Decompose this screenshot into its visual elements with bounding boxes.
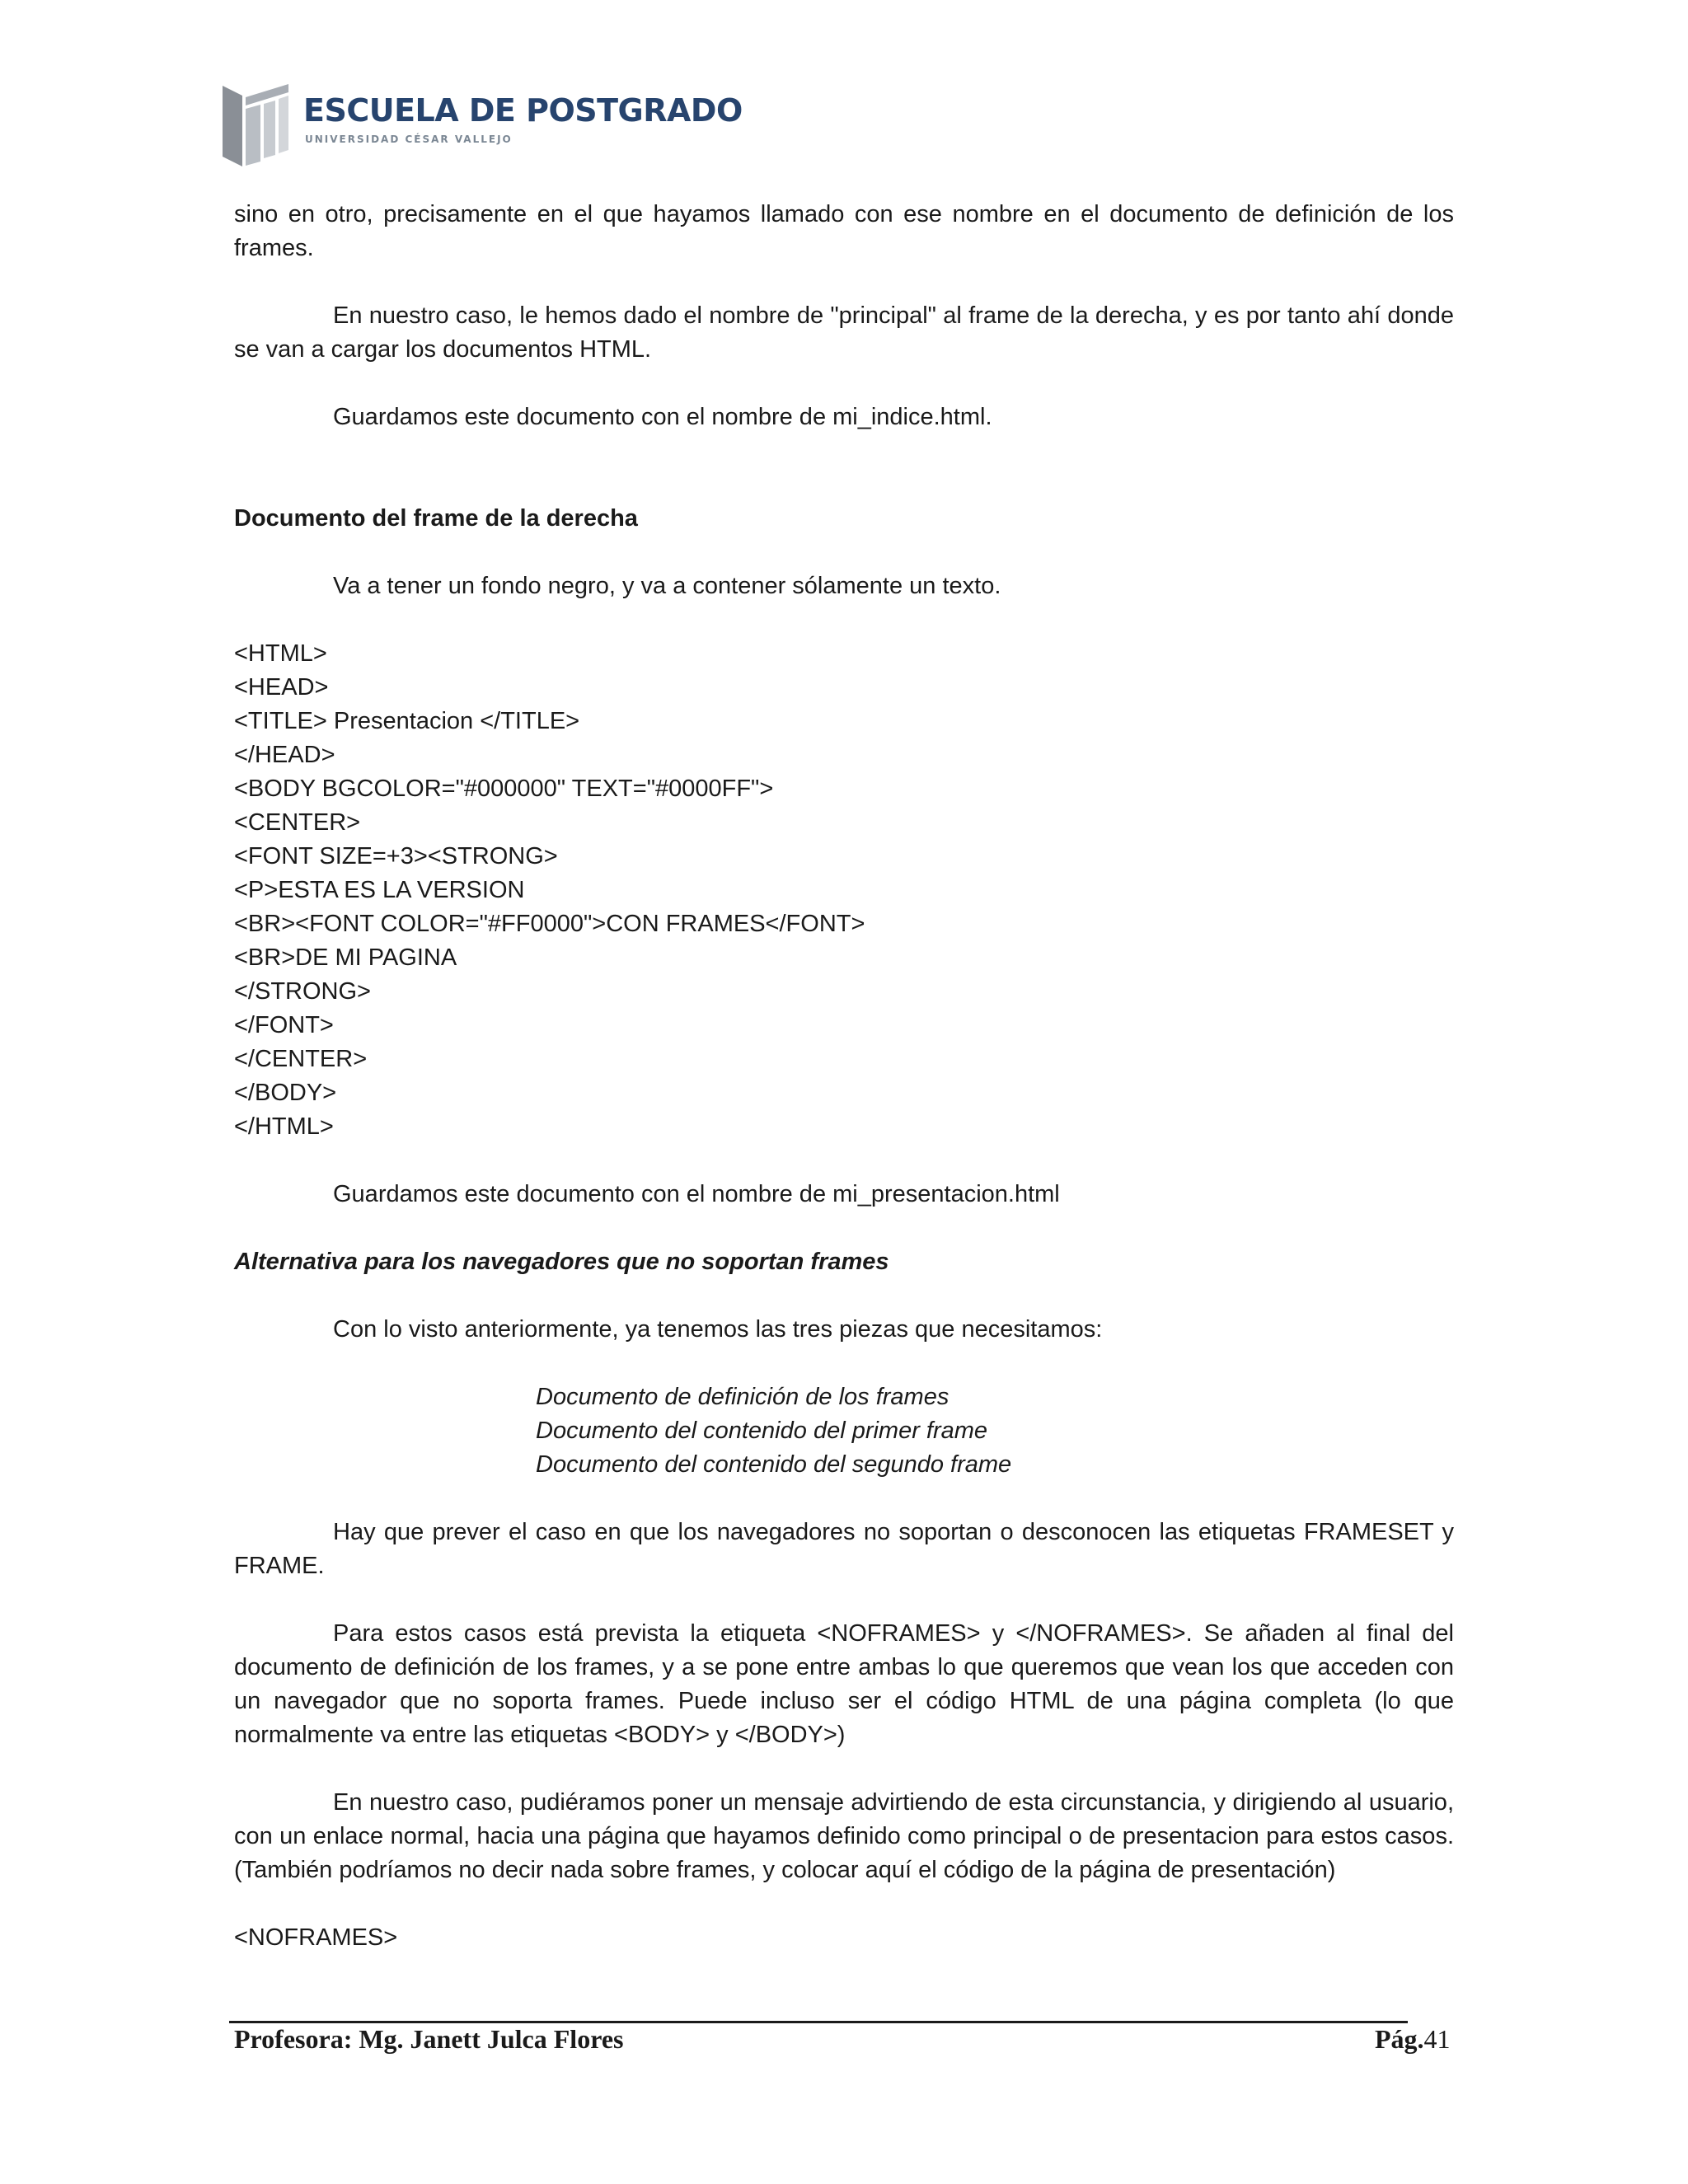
school-logo [223, 81, 743, 166]
footer-author: Profesora: Mg. Janett Julca Flores [234, 2024, 624, 2054]
code-line: <BR><FONT COLOR="#FF0000">CON FRAMES</FONT> [234, 911, 865, 937]
paragraph: sino en otro, precisamente en el que hayamos llamado con ese nombre en el documento de definición de los frames. [234, 201, 1454, 261]
paragraph: Guardamos este documento con el nombre de mi_indice.html. [333, 404, 992, 430]
code-line: <NOFRAMES> [234, 1924, 398, 1951]
code-line: </BODY> [234, 1080, 337, 1106]
page-content [234, 198, 1454, 1955]
code-line: </STRONG> [234, 978, 371, 1005]
paragraph: En nuestro caso, le hemos dado el nombre de "principal" al frame de la derecha, y es por tanto ahí donde se van a cargar los documentos HTML. [234, 302, 1454, 363]
logo-title: ESCUELA DE POSTGRADO [303, 92, 743, 129]
section-heading: Alternativa para los navegadores que no soportan frames [234, 1249, 889, 1275]
code-line: </CENTER> [234, 1046, 368, 1072]
list-item: Documento del contenido del segundo frame [536, 1451, 1012, 1478]
code-line: <BODY BGCOLOR="#000000" TEXT="#0000FF"> [234, 776, 774, 802]
code-block [234, 637, 1454, 1144]
list-item: Documento de definición de los frames [536, 1384, 950, 1410]
code-line: <TITLE> Presentacion </TITLE> [234, 708, 580, 734]
page-number-value: 41 [1423, 2024, 1451, 2054]
list-item: Documento del contenido del primer frame [536, 1418, 988, 1444]
code-line: <HEAD> [234, 674, 329, 701]
paragraph: Guardamos este documento con el nombre de mi_presentacion.html [333, 1181, 1060, 1207]
logo-emblem-icon [223, 81, 288, 166]
footer-divider [229, 2021, 1408, 2023]
section-heading: Documento del frame de la derecha [234, 505, 638, 532]
paragraph: Para estos casos está prevista la etiqueta <NOFRAMES> y </NOFRAMES>. Se añaden al final del documento de definición de los frames, y a se pone entre ambas lo que queremos que vean los que acceden con un navegador que no soporta frames. Puede incluso ser el código HTML de una página completa (lo que normalmente va entre las etiquetas <BODY> y </BODY>) [234, 1620, 1454, 1748]
logo-subtitle: UNIVERSIDAD CÉSAR VALLEJO [305, 134, 513, 145]
code-line: <CENTER> [234, 809, 361, 836]
page-number [1375, 2024, 1451, 2055]
code-line: <P>ESTA ES LA VERSION [234, 877, 525, 903]
pieces-list [234, 1380, 1454, 1482]
code-line: <BR>DE MI PAGINA [234, 944, 457, 971]
paragraph: En nuestro caso, pudiéramos poner un mensaje advirtiendo de esta circunstancia, y dirigiendo al usuario, con un enlace normal, hacia una página que hayamos definido como principal o de presentacion para estos casos. (También podríamos no decir nada sobre frames, y colocar aquí el código de la página de presentación) [234, 1789, 1454, 1883]
paragraph: Con lo visto anteriormente, ya tenemos las tres piezas que necesitamos: [333, 1316, 1103, 1343]
code-line: </HEAD> [234, 742, 335, 768]
page-label: Pág. [1375, 2024, 1424, 2054]
paragraph: Va a tener un fondo negro, y va a contener sólamente un texto. [333, 573, 1001, 599]
code-line: <FONT SIZE=+3><STRONG> [234, 843, 558, 869]
paragraph: Hay que prever el caso en que los navegadores no soportan o desconocen las etiquetas FRAMESET y FRAME. [234, 1519, 1454, 1579]
code-line: <HTML> [234, 640, 327, 667]
code-line: </FONT> [234, 1012, 334, 1038]
code-line: </HTML> [234, 1113, 334, 1140]
